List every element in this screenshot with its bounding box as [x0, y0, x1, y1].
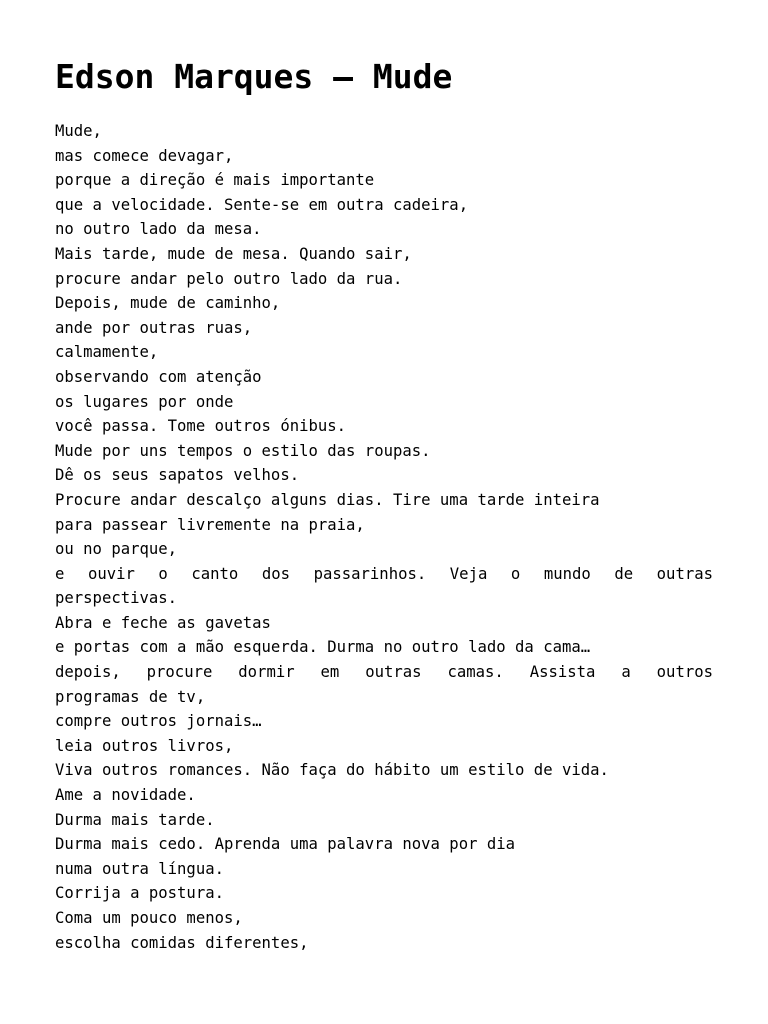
poem-line: procure andar pelo outro lado da rua. [55, 269, 403, 288]
poem-line: perspectivas. [55, 589, 178, 608]
poem-body [55, 119, 713, 955]
poem-line: ande por outras ruas, [55, 318, 253, 337]
poem-line: leia outros livros, [55, 736, 234, 755]
poem-line: Abra e feche as gavetas [55, 613, 271, 632]
poem-line: e portas com a mão esquerda. Durma no outro lado da cama… [55, 638, 591, 657]
poem-line: no outro lado da mesa. [55, 220, 262, 239]
poem-line: calmamente, [55, 343, 159, 362]
poem-line: Durma mais cedo. Aprenda uma palavra nova por dia [55, 835, 516, 854]
poem-line: Coma um pouco menos, [55, 909, 243, 927]
poem-line: depois, procure dormir em outras camas. Assista a outros [55, 663, 713, 682]
poem-line: mas comece devagar, [55, 146, 234, 165]
poem-line: Corrija a postura. [55, 884, 224, 903]
poem-line: ou no parque, [55, 540, 178, 559]
poem-line: Mude, [55, 122, 102, 140]
poem-line: os lugares por onde [55, 392, 234, 411]
poem-line: e ouvir o canto dos passarinhos. Veja o mundo de outras [55, 564, 713, 583]
poem-line: Dê os seus sapatos velhos. [55, 466, 300, 485]
poem-line: Mude por uns tempos o estilo das roupas. [55, 441, 431, 460]
poem-line: Depois, mude de caminho, [55, 294, 281, 313]
poem-line: observando com atenção [55, 367, 262, 386]
poem-line: Durma mais tarde. [55, 810, 215, 829]
poem-line: que a velocidade. Sente-se em outra cadeira, [55, 195, 469, 214]
page-title: Edson Marques — Mude [55, 57, 453, 96]
poem-line: Ame a novidade. [55, 786, 196, 805]
poem-line: Procure andar descalço alguns dias. Tire uma tarde inteira [55, 490, 600, 509]
poem-line: porque a direção é mais importante [55, 171, 375, 190]
poem-line: você passa. Tome outros ónibus. [55, 417, 347, 436]
poem-line: escolha comidas diferentes, [55, 933, 309, 952]
poem-line: para passear livremente na praia, [55, 515, 365, 534]
poem-line: Viva outros romances. Não faça do hábito um estilo de vida. [55, 761, 609, 780]
poem-line: programas de tv, [55, 687, 206, 706]
poem-line: numa outra língua. [55, 859, 224, 878]
poem-line: Mais tarde, mude de mesa. Quando sair, [55, 244, 412, 263]
poem-line: compre outros jornais… [55, 712, 262, 731]
